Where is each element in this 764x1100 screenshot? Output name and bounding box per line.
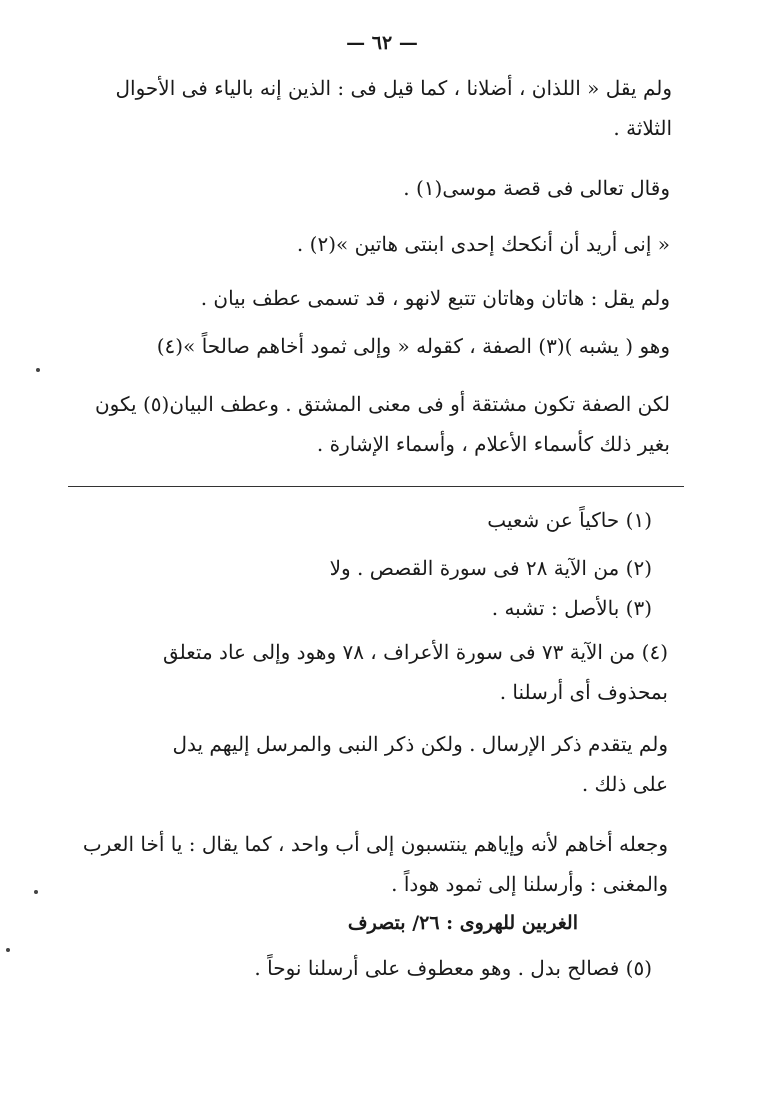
footnote-line: ولم يتقدم ذكر الإرسال . ولكن ذكر النبى والمرسل إليهم يدل [172, 732, 668, 756]
paragraph-4 [110, 326, 670, 366]
footnote-4 [78, 632, 668, 712]
paragraph-5 [94, 384, 670, 464]
paragraph-line: لكن الصفة تكون مشتقة أو فى معنى المشتق . وعطف البيان(٥) يكون [94, 392, 670, 416]
footnote-line: (٢) من الآية ٢٨ فى سورة القصص . ولا [329, 556, 652, 580]
quote-1 [110, 224, 670, 264]
footnote-line: بمحذوف أى أرسلنا . [499, 680, 668, 704]
scan-speck [6, 948, 10, 952]
paragraph-line: وقال تعالى فى قصة موسى(١) . [403, 176, 670, 200]
page-number: — ٦٢ — [346, 32, 418, 54]
footnote-line: (٤) من الآية ٧٣ فى سورة الأعراف ، ٧٨ وهود وإلى عاد متعلق [162, 640, 668, 664]
footnote-line: والمغنى : وأرسلنا إلى ثمود هوداً . [391, 872, 668, 896]
paragraph-line: بغير ذلك كأسماء الأعلام ، وأسماء الإشارة . [316, 432, 670, 456]
footnote-continuation-1 [78, 724, 668, 804]
footnote-line: على ذلك . [581, 772, 668, 796]
footnote-line: (١) حاكياً عن شعيب [487, 508, 652, 532]
footnote-2 [92, 548, 652, 588]
footnote-line: (٣) بالأصل : تشبه . [491, 596, 652, 620]
footnote-5: (٥) فصالح بدل . وهو معطوف على أرسلنا نوحاً . [254, 956, 652, 980]
footnote-divider [68, 486, 684, 487]
paragraph-line: ولم يقل : هاتان وهاتان تتبع لانهو ، قد تسمى عطف بيان . [200, 286, 670, 310]
scan-speck [36, 368, 40, 372]
footnote-continuation-2 [68, 824, 668, 904]
paragraph-line: ولم يقل « اللذان ، أضلانا ، كما قيل فى : الذين إنه بالياء فى الأحوال [115, 76, 672, 100]
paragraph-line: الثلاثة . [613, 116, 672, 140]
paragraph-3 [110, 278, 670, 318]
paragraph-1 [92, 68, 672, 148]
footnote-1 [92, 500, 652, 540]
paragraph-2 [110, 168, 670, 208]
reference-note: الغربين للهروى : ٢٦/ بتصرف [347, 912, 578, 934]
footnote-3 [92, 588, 652, 628]
scan-speck [34, 890, 38, 894]
paragraph-line: « إنى أريد أن أنكحك إحدى ابنتى هاتين »(٢) . [296, 232, 670, 256]
paragraph-line: وهو ( يشبه )(٣) الصفة ، كقوله « وإلى ثمود أخاهم صالحاً »(٤) [156, 334, 670, 358]
footnote-line: وجعله أخاهم لأنه وإياهم ينتسبون إلى أب واحد ، كما يقال : يا أخا العرب [82, 832, 668, 856]
